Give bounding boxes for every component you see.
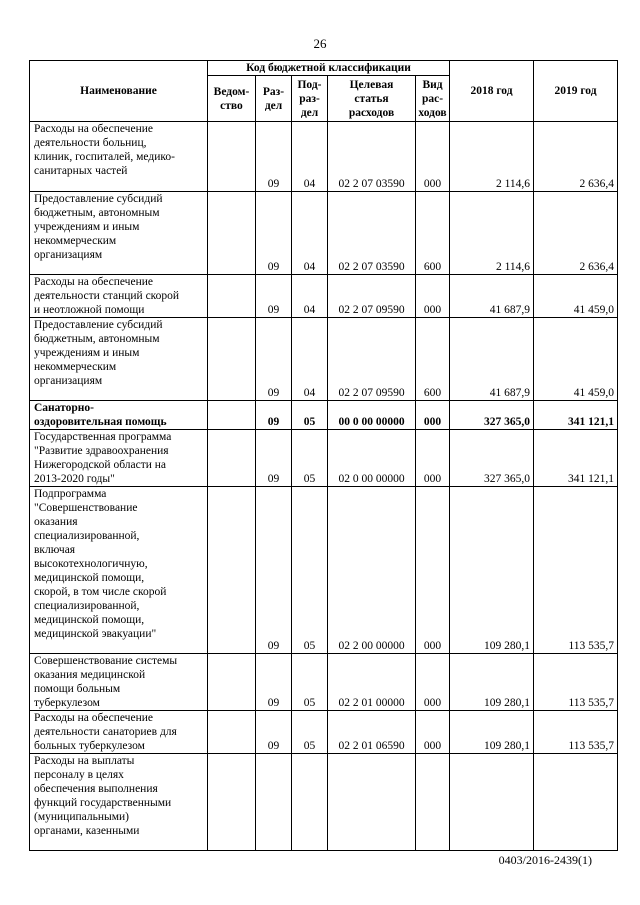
row-podrazdel bbox=[292, 754, 328, 851]
table-row bbox=[30, 318, 618, 401]
header-vid-rashodov: Вид рас- ходов bbox=[416, 76, 450, 122]
row-vedomstvo bbox=[208, 318, 256, 401]
row-vid-rashodov: 000 bbox=[416, 122, 450, 192]
row-name: Санаторно- оздоровительная помощь bbox=[30, 401, 208, 430]
row-value-2018: 327 365,0 bbox=[450, 401, 534, 430]
row-value-2019: 2 636,4 bbox=[534, 192, 618, 275]
row-vedomstvo bbox=[208, 275, 256, 318]
row-name: Предоставление субсидий бюджетным, автономным учреждениям и иным некоммерческим организациям bbox=[30, 192, 208, 275]
row-vid-rashodov: 600 bbox=[416, 318, 450, 401]
row-name: Совершенствование системы оказания медицинской помощи больным туберкулезом bbox=[30, 654, 208, 711]
table-row bbox=[30, 275, 618, 318]
row-razdel: 09 bbox=[256, 318, 292, 401]
budget-table bbox=[29, 60, 618, 851]
row-podrazdel: 05 bbox=[292, 487, 328, 654]
row-razdel: 09 bbox=[256, 487, 292, 654]
row-podrazdel: 04 bbox=[292, 318, 328, 401]
row-razdel: 09 bbox=[256, 430, 292, 487]
header-vedomstvo: Ведом- ство bbox=[208, 76, 256, 122]
row-podrazdel: 05 bbox=[292, 430, 328, 487]
table-row bbox=[30, 401, 618, 430]
row-vedomstvo bbox=[208, 401, 256, 430]
table-body bbox=[30, 122, 618, 851]
header-budget-code-group: Код бюджетной классификации bbox=[208, 61, 450, 76]
row-name: Государственная программа "Развитие здравоохранения Нижегородской области на 2013-2020 годы" bbox=[30, 430, 208, 487]
row-vid-rashodov bbox=[416, 754, 450, 851]
row-vid-rashodov: 000 bbox=[416, 275, 450, 318]
row-vid-rashodov: 000 bbox=[416, 487, 450, 654]
footer-document-code: 0403/2016-2439(1) bbox=[498, 853, 592, 867]
header-year-2018: 2018 год bbox=[450, 61, 534, 122]
row-vedomstvo bbox=[208, 487, 256, 654]
row-name: Подпрограмма "Совершенствование оказания специализированной, включая высокотехнологичную, медицинской помощи, скорой, в том числе скорой специализированной, медицинской помощи, медицинской эвакуации" bbox=[30, 487, 208, 654]
row-vid-rashodov: 600 bbox=[416, 192, 450, 275]
row-celevaya-statya bbox=[328, 754, 416, 851]
row-value-2019: 113 535,7 bbox=[534, 654, 618, 711]
row-vedomstvo bbox=[208, 711, 256, 754]
table-row bbox=[30, 711, 618, 754]
row-value-2019: 41 459,0 bbox=[534, 318, 618, 401]
row-value-2019: 341 121,1 bbox=[534, 401, 618, 430]
header-name: Наименование bbox=[30, 61, 208, 122]
row-name: Расходы на выплаты персоналу в целях обеспечения выполнения функций государственными (муниципальными) органами, казенными bbox=[30, 754, 208, 851]
row-vid-rashodov: 000 bbox=[416, 711, 450, 754]
row-value-2019: 341 121,1 bbox=[534, 430, 618, 487]
row-celevaya-statya: 02 2 07 09590 bbox=[328, 275, 416, 318]
row-celevaya-statya: 02 0 00 00000 bbox=[328, 430, 416, 487]
row-celevaya-statya: 02 2 07 03590 bbox=[328, 122, 416, 192]
row-value-2019: 41 459,0 bbox=[534, 275, 618, 318]
row-podrazdel: 04 bbox=[292, 122, 328, 192]
row-vedomstvo bbox=[208, 654, 256, 711]
row-vid-rashodov: 000 bbox=[416, 430, 450, 487]
row-razdel: 09 bbox=[256, 711, 292, 754]
row-vedomstvo bbox=[208, 754, 256, 851]
row-vedomstvo bbox=[208, 192, 256, 275]
header-razdel: Раз- дел bbox=[256, 76, 292, 122]
header-year-2019: 2019 год bbox=[534, 61, 618, 122]
header-podrazdel: Под- раз- дел bbox=[292, 76, 328, 122]
row-celevaya-statya: 02 2 01 06590 bbox=[328, 711, 416, 754]
header-celevaya-statya: Целевая статья расходов bbox=[328, 76, 416, 122]
row-value-2018: 41 687,9 bbox=[450, 275, 534, 318]
row-celevaya-statya: 02 2 07 09590 bbox=[328, 318, 416, 401]
row-name: Расходы на обеспечение деятельности санаториев для больных туберкулезом bbox=[30, 711, 208, 754]
row-podrazdel: 05 bbox=[292, 401, 328, 430]
row-razdel: 09 bbox=[256, 192, 292, 275]
row-value-2018: 109 280,1 bbox=[450, 654, 534, 711]
row-razdel: 09 bbox=[256, 122, 292, 192]
row-vedomstvo bbox=[208, 430, 256, 487]
row-name: Предоставление субсидий бюджетным, автономным учреждениям и иным некоммерческим организациям bbox=[30, 318, 208, 401]
row-celevaya-statya: 02 2 00 00000 bbox=[328, 487, 416, 654]
table-row bbox=[30, 122, 618, 192]
table-row bbox=[30, 430, 618, 487]
row-value-2018: 109 280,1 bbox=[450, 487, 534, 654]
row-vid-rashodov: 000 bbox=[416, 654, 450, 711]
row-podrazdel: 05 bbox=[292, 654, 328, 711]
row-podrazdel: 05 bbox=[292, 711, 328, 754]
row-name: Расходы на обеспечение деятельности больниц, клиник, госпиталей, медико- санитарных частей bbox=[30, 122, 208, 192]
row-celevaya-statya: 00 0 00 00000 bbox=[328, 401, 416, 430]
row-value-2018: 41 687,9 bbox=[450, 318, 534, 401]
row-razdel: 09 bbox=[256, 654, 292, 711]
row-razdel bbox=[256, 754, 292, 851]
row-value-2019: 113 535,7 bbox=[534, 711, 618, 754]
row-podrazdel: 04 bbox=[292, 192, 328, 275]
row-celevaya-statya: 02 2 07 03590 bbox=[328, 192, 416, 275]
table-row bbox=[30, 192, 618, 275]
row-value-2018: 109 280,1 bbox=[450, 711, 534, 754]
table-row bbox=[30, 654, 618, 711]
row-razdel: 09 bbox=[256, 275, 292, 318]
row-value-2018: 327 365,0 bbox=[450, 430, 534, 487]
table-row bbox=[30, 487, 618, 654]
row-name: Расходы на обеспечение деятельности станций скорой и неотложной помощи bbox=[30, 275, 208, 318]
row-vid-rashodov: 000 bbox=[416, 401, 450, 430]
row-value-2019: 2 636,4 bbox=[534, 122, 618, 192]
row-value-2018: 2 114,6 bbox=[450, 122, 534, 192]
table-row bbox=[30, 754, 618, 851]
row-value-2019 bbox=[534, 754, 618, 851]
row-vedomstvo bbox=[208, 122, 256, 192]
row-value-2018 bbox=[450, 754, 534, 851]
row-value-2018: 2 114,6 bbox=[450, 192, 534, 275]
row-value-2019: 113 535,7 bbox=[534, 487, 618, 654]
row-razdel: 09 bbox=[256, 401, 292, 430]
row-celevaya-statya: 02 2 01 00000 bbox=[328, 654, 416, 711]
page-number: 26 bbox=[313, 36, 327, 51]
row-podrazdel: 04 bbox=[292, 275, 328, 318]
